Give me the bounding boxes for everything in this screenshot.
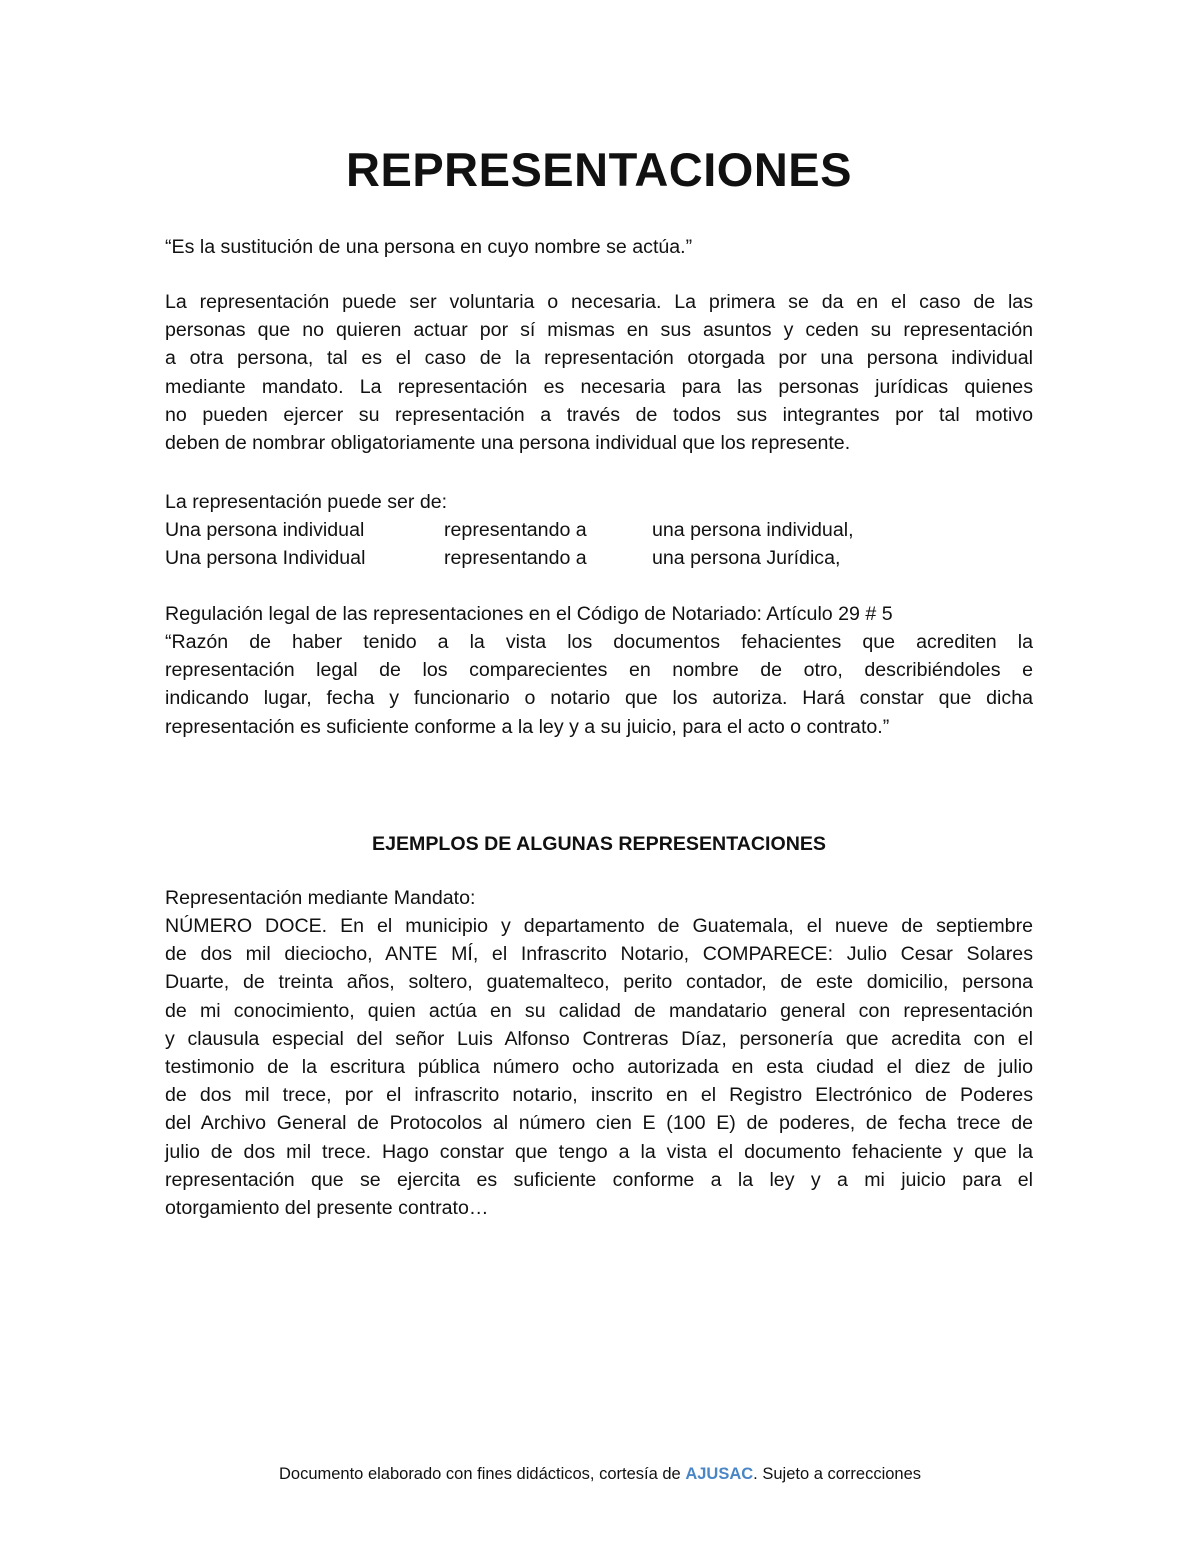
type-verb: representando a (444, 519, 587, 541)
intro-line: personas que no quieren actuar por sí mismas en sus asuntos y ceden su representación (165, 319, 1033, 342)
example-line: y clausula especial del señor Luis Alfonso Contreras Díaz, personería que acredita con el (165, 1027, 1033, 1050)
definition-quote: “Es la sustitución de una persona en cuyo nombre se actúa.” (165, 236, 693, 258)
footer-brand: AJUSAC (685, 1465, 754, 1483)
regulation-quote (165, 628, 1033, 741)
types-heading: La representación puede ser de: (165, 491, 448, 513)
regulation-line: representación es suficiente conforme a la ley y a su juicio, para el acto o contrato.” (165, 715, 890, 738)
intro-line: La representación puede ser voluntaria o necesaria. La primera se da en el caso de las (165, 291, 1033, 313)
intro-line: mediante mandato. La representación es necesaria para las personas jurídicas quienes (165, 375, 1033, 398)
example-line: del Archivo General de Protocolos al número cien E (100 E) de poderes, de fecha trece de (165, 1112, 1033, 1135)
example-line: de dos mil trece, por el infrascrito notario, inscrito en el Registro Electrónico de Poderes (165, 1084, 1033, 1107)
representation-types-table (165, 516, 1033, 572)
type-to: una persona Jurídica, (652, 547, 841, 570)
example-deed-paragraph (165, 912, 1033, 1222)
example-line: julio de dos mil trece. Hago constar que tengo a la vista el documento fehaciente y que la (165, 1140, 1033, 1163)
regulation-heading: Regulación legal de las representaciones en el Código de Notariado: Artículo 29 # 5 (165, 603, 893, 625)
example-line: otorgamiento del presente contrato… (165, 1197, 489, 1220)
example-label: Representación mediante Mandato: (165, 887, 476, 909)
regulation-line: representación legal de los comparecientes en nombre de otro, describiéndoles e (165, 659, 1033, 682)
example-line: Duarte, de treinta años, soltero, guatemalteco, perito contador, de este domicilio, persona (165, 971, 1033, 994)
intro-line: no pueden ejercer su representación a través de todos sus integrantes por tal motivo (165, 403, 1033, 426)
regulation-line: “Razón de haber tenido a la vista los documentos fehacientes que acrediten la (165, 631, 1033, 653)
footer-prefix: Documento elaborado con fines didácticos, cortesía de (278, 1465, 686, 1483)
intro-paragraph (165, 288, 1033, 457)
table-row (165, 516, 1033, 544)
intro-line: deben de nombrar obligatoriamente una persona individual que los represente. (165, 432, 851, 455)
type-to: una persona individual, (652, 519, 854, 541)
type-from: Una persona individual (165, 519, 365, 541)
type-from: Una persona Individual (165, 547, 366, 570)
example-line: NÚMERO DOCE. En el municipio y departamento de Guatemala, el nueve de septiembre (165, 915, 1033, 937)
footer-suffix: . Sujeto a correcciones (753, 1465, 922, 1483)
example-line: testimonio de la escritura pública número ocho autorizada en esta ciudad el diez de julio (165, 1056, 1033, 1079)
intro-line: a otra persona, tal es el caso de la representación otorgada por una persona individual (165, 347, 1033, 370)
regulation-line: indicando lugar, fecha y funcionario o notario que los autoriza. Hará constar que dicha (165, 687, 1033, 710)
example-line: de mi conocimiento, quien actúa en su calidad de mandatario general con representación (165, 999, 1033, 1022)
examples-heading: EJEMPLOS DE ALGUNAS REPRESENTACIONES (372, 833, 826, 855)
table-row (165, 544, 1033, 572)
example-line: representación que se ejercita es suficiente conforme a la ley y a mi juicio para el (165, 1168, 1033, 1191)
example-line: de dos mil dieciocho, ANTE MÍ, el Infrascrito Notario, COMPARECE: Julio Cesar Solares (165, 943, 1033, 966)
document-title: REPRESENTACIONES (346, 143, 852, 196)
page-footer (0, 1462, 1200, 1486)
type-verb: representando a (444, 547, 587, 570)
